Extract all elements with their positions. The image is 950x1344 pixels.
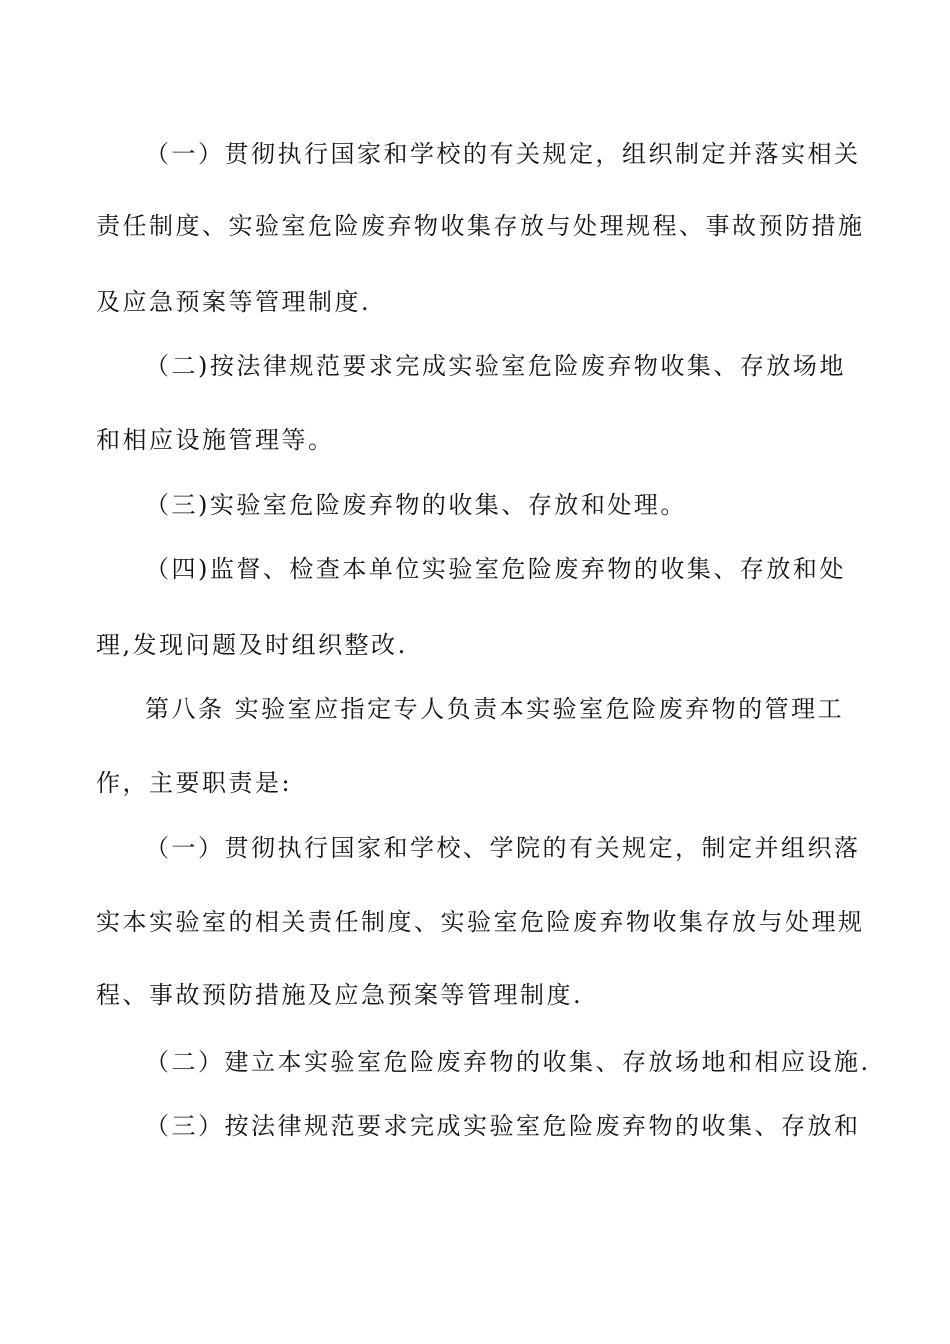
paragraph-line: （二）建立本实验室危险废弃物的收集、存放场地和相应设施. (145, 1048, 871, 1076)
paragraph-line: （一）贯彻执行国家和学校、学院的有关规定，制定并组织落 (145, 834, 861, 862)
paragraph-line: 作，主要职责是: (96, 769, 293, 797)
paragraph-line: 责任制度、实验室危险废弃物收集存放与处理规程、事故预防措施 (96, 212, 865, 240)
article-heading-line: 第八条 实验室应指定专人负责本实验室危险废弃物的管理工 (145, 695, 845, 723)
paragraph-line: 和相应设施管理等。 (96, 426, 335, 454)
paragraph-line: （一）贯彻执行国家和学校的有关规定，组织制定并落实相关 (145, 140, 861, 168)
paragraph-line: 及应急预案等管理制度. (96, 288, 372, 316)
paragraph-line: （二)按法律规范要求完成实验室危险废弃物收集、存放场地 (145, 352, 846, 380)
paragraph-line: （三)实验室危险废弃物的收集、存放和处理。 (145, 491, 687, 519)
paragraph-line: 实本实验室的相关责任制度、实验室危险废弃物收集存放与处理规 (96, 908, 865, 936)
paragraph-line: 程、事故预防措施及应急预案等管理制度. (96, 981, 584, 1009)
paragraph-line: 理,发现问题及时组织整改. (96, 631, 408, 659)
paragraph-line: （四)监督、检查本单位实验室危险废弃物的收集、存放和处 (145, 555, 846, 583)
paragraph-line: （三）按法律规范要求完成实验室危险废弃物的收集、存放和 (145, 1112, 861, 1140)
